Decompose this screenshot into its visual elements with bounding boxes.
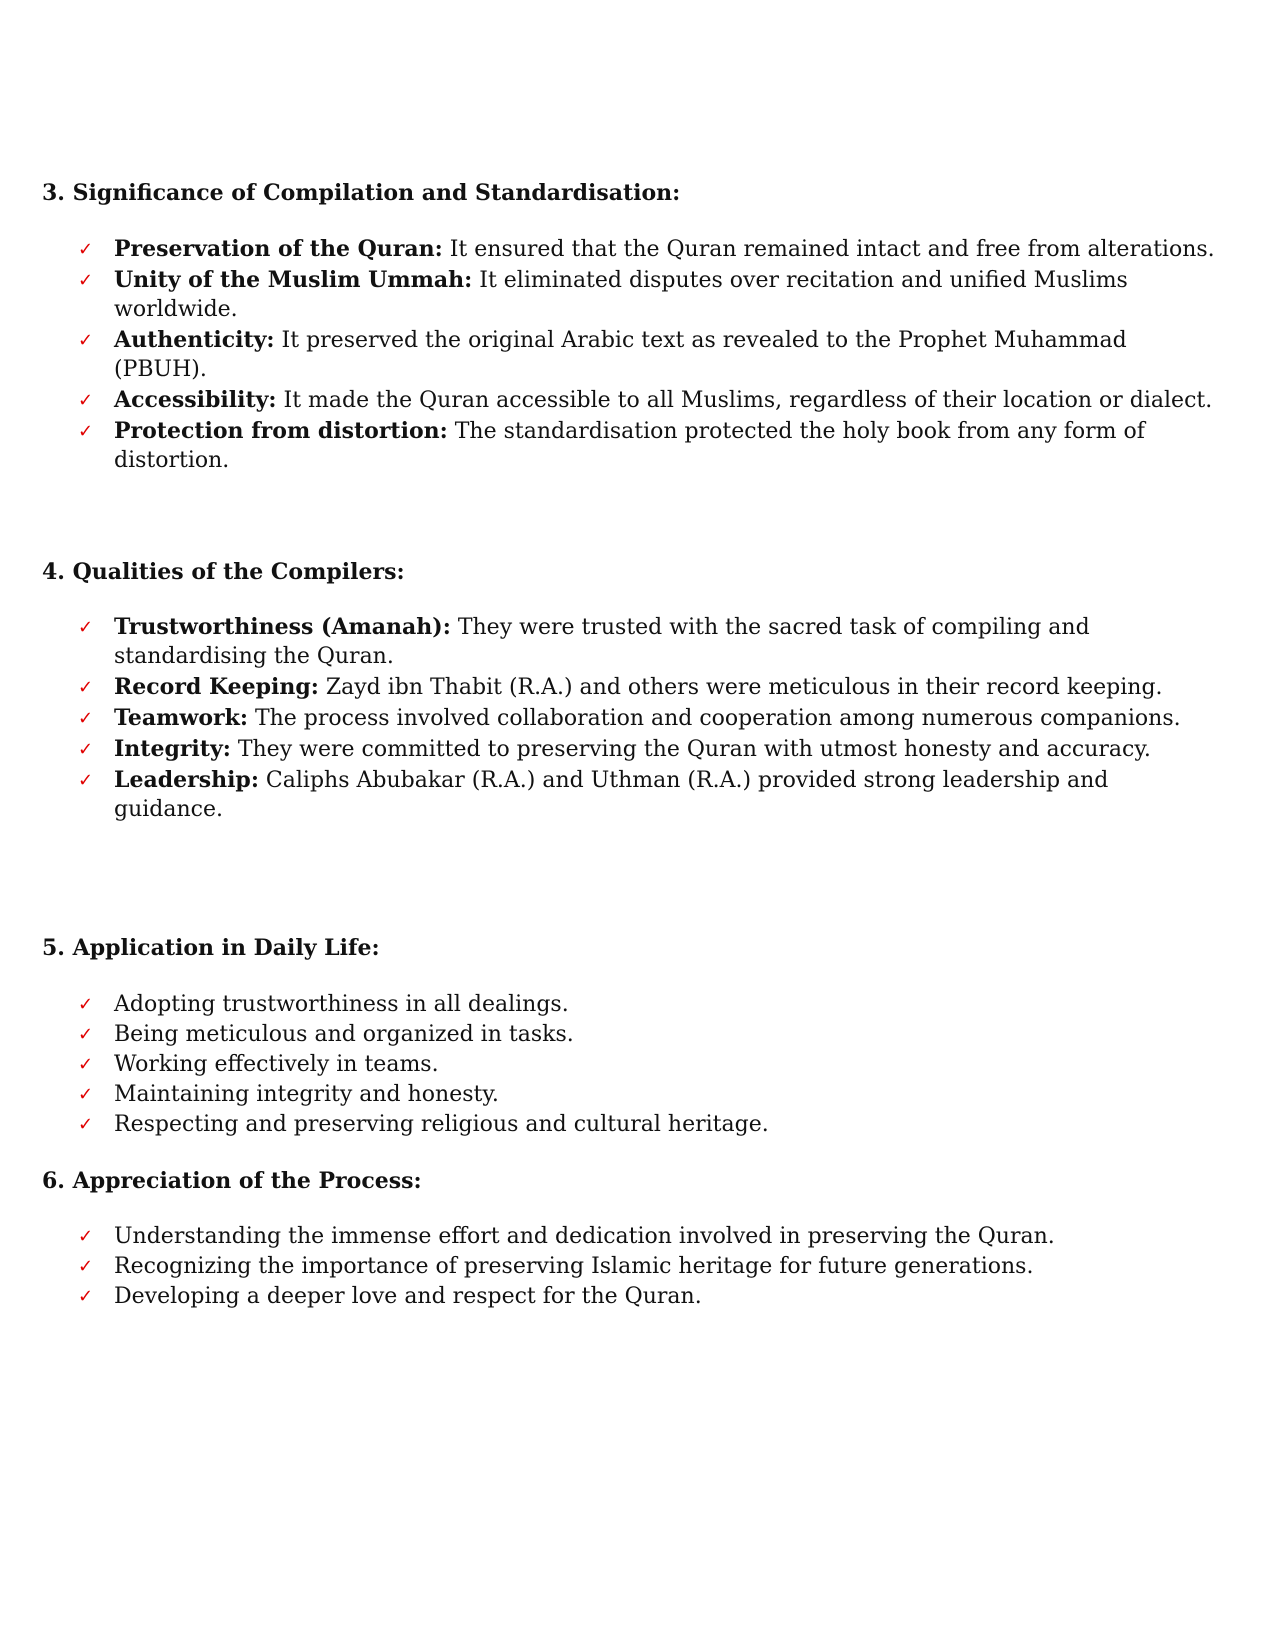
list-item [78,1080,1218,1109]
item-text: Developing a deeper love and respect for the Quran. [114,1284,702,1309]
item-term: Authenticity: [114,327,275,353]
list-item [78,417,1218,475]
item-text: It eliminated disputes over recitation and unified Muslims worldwide. [114,268,1128,322]
item-text: It made the Quran accessible to all Muslims, regardless of their location or dialect. [276,388,1213,413]
item-term: Leadership: [114,767,259,793]
section-heading: 6. Appreciation of the Process: [42,1168,422,1194]
list-item [78,1050,1218,1079]
section-heading: 4. Qualities of the Compilers: [42,559,405,585]
check-mark-icon: ✓ [78,677,94,698]
list-item [78,266,1218,324]
section-significance [42,178,1242,208]
item-text: They were committed to preserving the Quran with utmost honesty and accuracy. [230,737,1151,762]
item-text: Recognizing the importance of preserving Islamic heritage for future generations. [114,1254,1034,1279]
check-mark-icon: ✓ [78,739,94,760]
check-mark-icon: ✓ [78,770,94,791]
list-item [78,1252,1218,1281]
application-list [78,990,1218,1140]
check-mark-icon: ✓ [78,1054,94,1075]
item-term: Teamwork: [114,705,248,731]
item-text: Being meticulous and organized in tasks. [114,1022,574,1047]
list-item [78,766,1218,824]
check-mark-icon: ✓ [78,708,94,729]
significance-list [78,235,1218,477]
section-application [42,933,1242,963]
item-text: The standardisation protected the holy book from any form of distortion. [114,419,1145,473]
list-item [78,735,1218,764]
item-term: Protection from distortion: [114,418,448,444]
item-text: It ensured that the Quran remained intact and free from alterations. [442,237,1215,262]
item-term: Accessibility: [114,387,277,413]
item-text: Understanding the immense effort and dedication involved in preserving the Quran. [114,1224,1055,1249]
list-item [78,1222,1218,1251]
check-mark-icon: ✓ [78,1084,94,1105]
list-item [78,386,1218,415]
list-item [78,1110,1218,1139]
item-text: Adopting trustworthiness in all dealings. [114,992,569,1017]
item-term: Record Keeping: [114,674,319,700]
list-item [78,673,1218,702]
item-term: Preservation of the Quran: [114,236,443,262]
item-term: Trustworthiness (Amanah): [114,614,451,640]
list-item [78,704,1218,733]
item-text: Maintaining integrity and honesty. [114,1082,499,1107]
check-mark-icon: ✓ [78,330,94,351]
check-mark-icon: ✓ [78,1024,94,1045]
list-item [78,1282,1218,1311]
list-item [78,235,1218,264]
check-mark-icon: ✓ [78,1226,94,1247]
appreciation-list [78,1222,1218,1312]
check-mark-icon: ✓ [78,1256,94,1277]
item-text: Caliphs Abubakar (R.A.) and Uthman (R.A.) provided strong leadership and guidance. [114,768,1109,822]
section-heading: 5. Application in Daily Life: [42,935,380,961]
check-mark-icon: ✓ [78,1114,94,1135]
check-mark-icon: ✓ [78,1286,94,1307]
item-text: Working effectively in teams. [114,1052,439,1077]
section-heading: 3. Significance of Compilation and Standardisation: [42,180,681,206]
check-mark-icon: ✓ [78,390,94,411]
check-mark-icon: ✓ [78,617,94,638]
item-text: They were trusted with the sacred task of compiling and standardising the Quran. [114,615,1090,669]
check-mark-icon: ✓ [78,270,94,291]
item-term: Integrity: [114,736,231,762]
qualities-list [78,613,1218,826]
check-mark-icon: ✓ [78,239,94,260]
item-text: The process involved collaboration and cooperation among numerous companions. [247,706,1181,731]
list-item [78,613,1218,671]
item-text: Zayd ibn Thabit (R.A.) and others were meticulous in their record keeping. [318,675,1163,700]
section-appreciation [42,1166,1242,1196]
item-text: Respecting and preserving religious and cultural heritage. [114,1112,769,1137]
list-item [78,326,1218,384]
check-mark-icon: ✓ [78,421,94,442]
item-text: It preserved the original Arabic text as revealed to the Prophet Muhammad (PBUH). [114,328,1127,382]
check-mark-icon: ✓ [78,994,94,1015]
list-item [78,990,1218,1019]
section-qualities [42,557,1242,587]
item-term: Unity of the Muslim Ummah: [114,267,473,293]
list-item [78,1020,1218,1049]
